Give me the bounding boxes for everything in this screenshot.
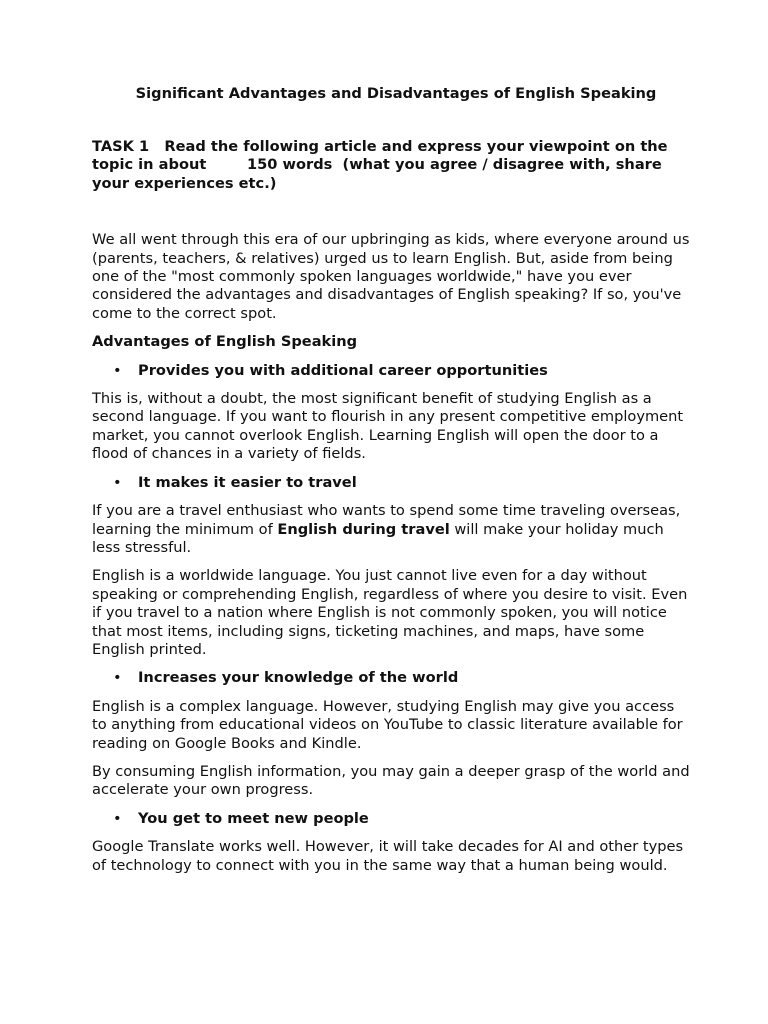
document-page: [92, 84, 692, 875]
intro-paragraph: We all went through this era of our upbringing as kids, where everyone around us (parents, teachers, & relatives) urged us to learn English. But, aside from being one of the "most commonly spoken languages worldwide," have you ever considered the advantages and disadvantages of English speaking? If so, you've come to the correct spot.: [92, 231, 690, 322]
people-paragraph: Google Translate works well. However, it will take decades for AI and other types of technology to connect with you in the same way that a human being would.: [92, 838, 684, 874]
knowledge-paragraph-2: By consuming English information, you may gain a deeper grasp of the world and accelerate your own progress.: [92, 762, 690, 799]
advantages-heading: Advantages of English Speaking: [92, 333, 358, 351]
career-paragraph: This is, without a doubt, the most significant benefit of studying English as a second language. If you want to flourish in any present competitive employment market, you cannot overlook English. Learning English will open the door to a flood of chances in a variety of fields.: [92, 390, 684, 463]
task-instruction: TASK 1 Read the following article and express your viewpoint on the topic in about 150 words (what you agree / disagree with, share your experiences etc.): [92, 138, 673, 192]
document-title: Significant Advantages and Disadvantages of English Speaking: [135, 85, 657, 102]
bullet-knowledge: [92, 669, 692, 687]
bullet-people: [92, 810, 692, 828]
travel-paragraph-2: English is a worldwide language. You just cannot live even for a day without speaking or comprehending English, regardless of where you desire to visit. Even if you travel to a nation where English is not commonly spoken, you will notice that most items, including signs, ticketing machines, and maps, have some English printed.: [92, 567, 688, 658]
bullet-people-label: You get to meet new people: [138, 809, 369, 827]
knowledge-paragraph-1: English is a complex language. However, studying English may give you access to anything from educational videos on YouTube to classic literature available for reading on Google Books and Kindle.: [92, 697, 683, 752]
travel-text-before: If you are a travel enthusiast who wants to spend some time traveling overseas, learning the minimum of: [92, 502, 681, 538]
bullet-knowledge-label: Increases your knowledge of the world: [138, 669, 459, 687]
bullet-career-label: Provides you with additional career opportunities: [138, 361, 548, 379]
bullet-career: [92, 362, 692, 380]
bullet-travel-label: It makes it easier to travel: [138, 473, 357, 491]
bullet-dot-icon: •: [113, 361, 122, 379]
travel-text-after: will make your holiday much less stressful.: [92, 520, 664, 556]
bullet-travel: [92, 474, 692, 492]
bullet-dot-icon: •: [113, 473, 122, 491]
travel-bold-phrase: English during travel: [277, 520, 450, 538]
travel-paragraph-1: [92, 502, 692, 557]
bullet-dot-icon: •: [113, 809, 122, 827]
bullet-dot-icon: •: [113, 669, 122, 687]
